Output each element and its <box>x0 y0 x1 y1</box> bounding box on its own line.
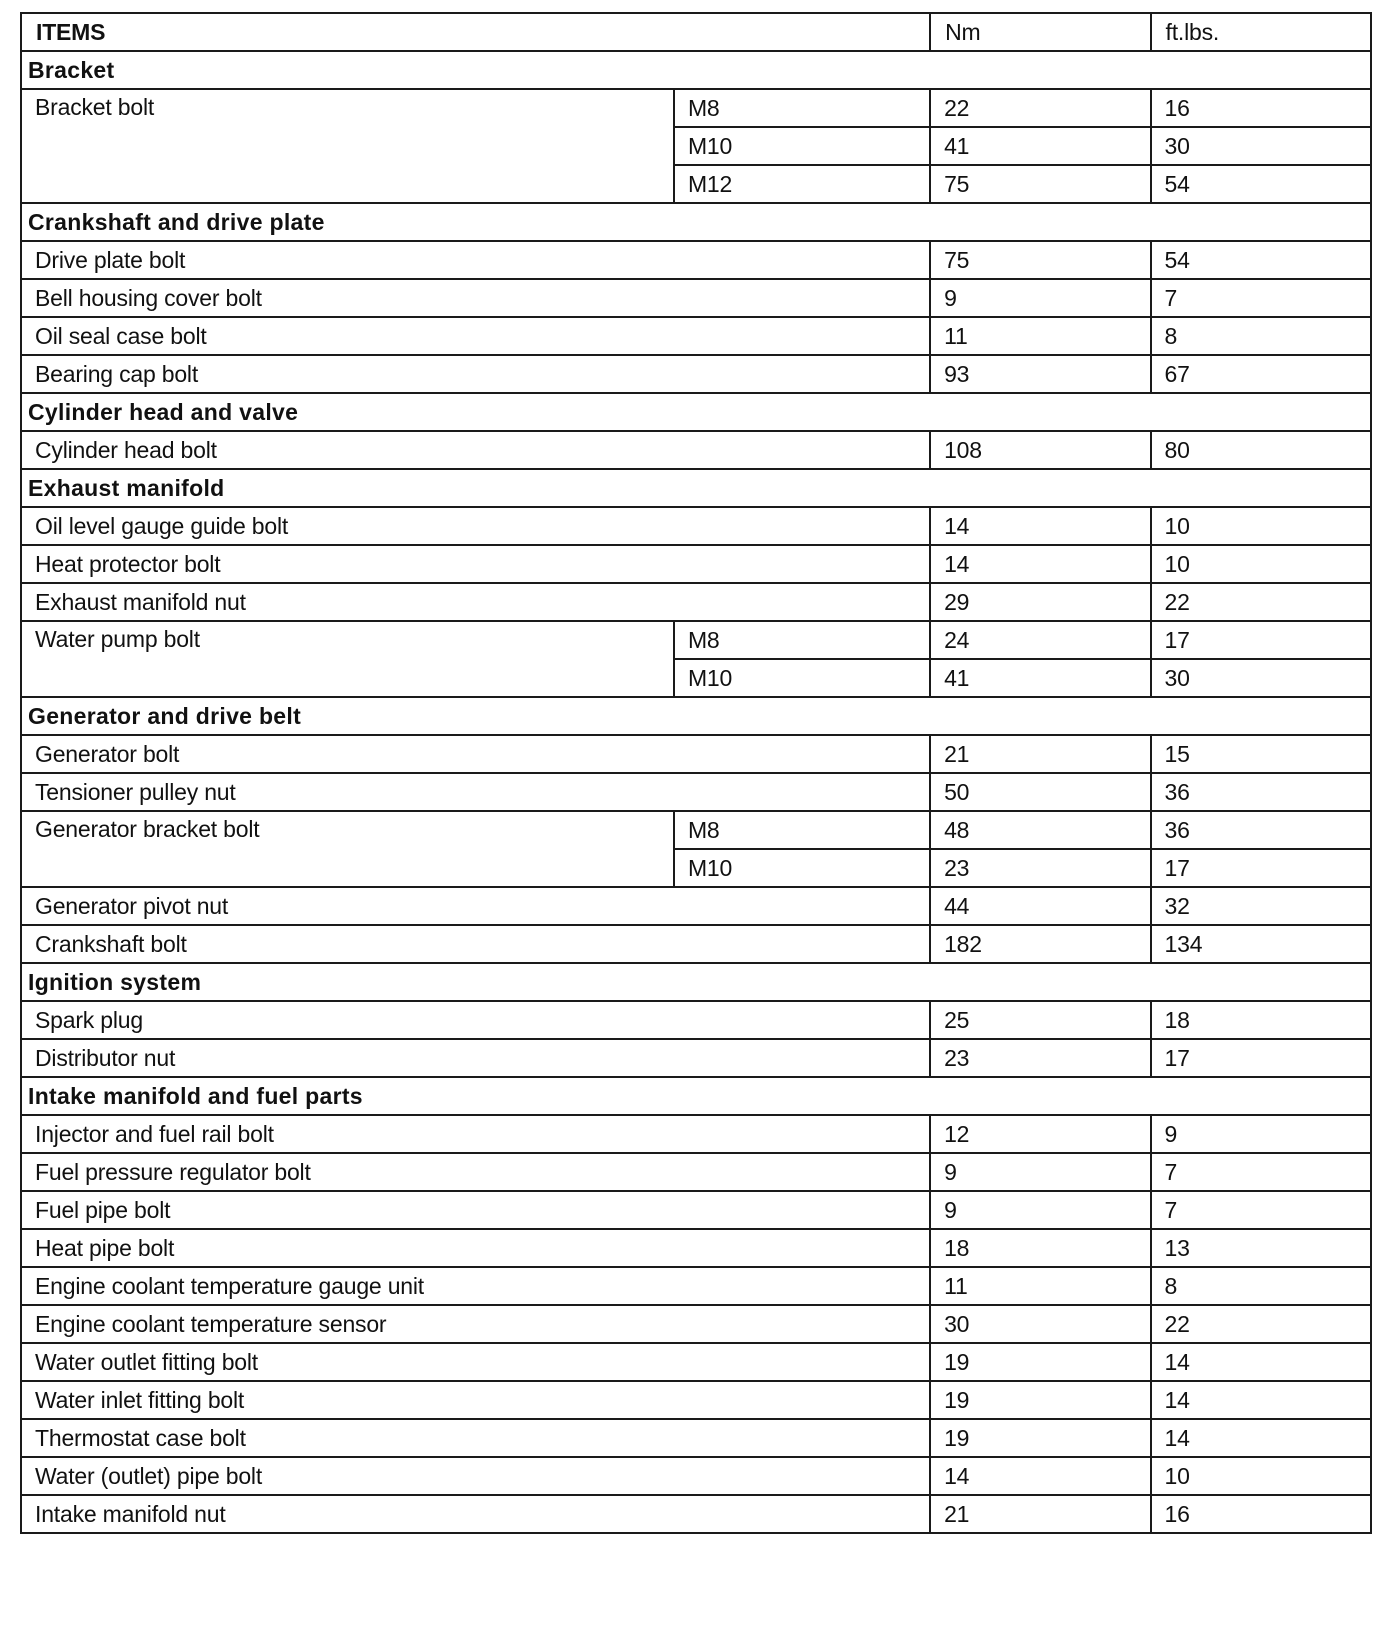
item-name: Heat pipe bolt <box>21 1229 930 1267</box>
torque-nm: 29 <box>930 583 1150 621</box>
table-row <box>21 241 1371 279</box>
table-row <box>21 89 1371 127</box>
table-row <box>21 1039 1371 1077</box>
torque-ftlbs: 36 <box>1151 811 1371 849</box>
bolt-size: M12 <box>674 165 930 203</box>
torque-ftlbs: 7 <box>1151 279 1371 317</box>
torque-ftlbs: 7 <box>1151 1153 1371 1191</box>
torque-nm: 9 <box>930 279 1150 317</box>
table-row <box>21 279 1371 317</box>
table-row <box>21 621 1371 659</box>
table-row <box>21 1495 1371 1533</box>
torque-nm: 21 <box>930 1495 1150 1533</box>
torque-specification-table <box>20 12 1372 1534</box>
torque-nm: 75 <box>930 241 1150 279</box>
table-row <box>21 1229 1371 1267</box>
torque-nm: 108 <box>930 431 1150 469</box>
torque-nm: 23 <box>930 849 1150 887</box>
torque-nm: 93 <box>930 355 1150 393</box>
item-name: Fuel pipe bolt <box>21 1191 930 1229</box>
section-title: Intake manifold and fuel parts <box>21 1077 1371 1115</box>
table-row <box>21 1267 1371 1305</box>
torque-ftlbs: 10 <box>1151 545 1371 583</box>
item-name: Cylinder head bolt <box>21 431 930 469</box>
bolt-size: M8 <box>674 89 930 127</box>
torque-ftlbs: 22 <box>1151 583 1371 621</box>
torque-ftlbs: 14 <box>1151 1343 1371 1381</box>
table-row <box>21 925 1371 963</box>
torque-ftlbs: 32 <box>1151 887 1371 925</box>
item-name: Intake manifold nut <box>21 1495 930 1533</box>
table-row <box>21 1001 1371 1039</box>
torque-nm: 18 <box>930 1229 1150 1267</box>
item-name: Water pump bolt <box>21 621 674 697</box>
table-row <box>21 583 1371 621</box>
table-row <box>21 1381 1371 1419</box>
table-row <box>21 1115 1371 1153</box>
torque-nm: 30 <box>930 1305 1150 1343</box>
table-body <box>21 13 1371 1533</box>
item-name: Crankshaft bolt <box>21 925 930 963</box>
item-name: Water inlet fitting bolt <box>21 1381 930 1419</box>
item-name: Generator bolt <box>21 735 930 773</box>
torque-nm: 9 <box>930 1191 1150 1229</box>
item-name: Distributor nut <box>21 1039 930 1077</box>
torque-nm: 44 <box>930 887 1150 925</box>
table-row <box>21 1191 1371 1229</box>
table-row <box>21 1457 1371 1495</box>
torque-nm: 19 <box>930 1381 1150 1419</box>
section-title: Ignition system <box>21 963 1371 1001</box>
torque-ftlbs: 17 <box>1151 849 1371 887</box>
section-row <box>21 963 1371 1001</box>
item-name: Injector and fuel rail bolt <box>21 1115 930 1153</box>
table-row <box>21 887 1371 925</box>
torque-ftlbs: 30 <box>1151 659 1371 697</box>
torque-nm: 75 <box>930 165 1150 203</box>
table-row <box>21 317 1371 355</box>
header-ftlbs: ft.lbs. <box>1151 13 1371 51</box>
table-row <box>21 507 1371 545</box>
torque-nm: 12 <box>930 1115 1150 1153</box>
torque-ftlbs: 16 <box>1151 1495 1371 1533</box>
torque-nm: 11 <box>930 317 1150 355</box>
torque-nm: 24 <box>930 621 1150 659</box>
torque-ftlbs: 36 <box>1151 773 1371 811</box>
section-title: Generator and drive belt <box>21 697 1371 735</box>
torque-ftlbs: 80 <box>1151 431 1371 469</box>
section-row <box>21 51 1371 89</box>
section-title: Crankshaft and drive plate <box>21 203 1371 241</box>
torque-ftlbs: 14 <box>1151 1419 1371 1457</box>
item-name: Drive plate bolt <box>21 241 930 279</box>
torque-nm: 19 <box>930 1343 1150 1381</box>
section-title: Exhaust manifold <box>21 469 1371 507</box>
section-title: Cylinder head and valve <box>21 393 1371 431</box>
torque-ftlbs: 7 <box>1151 1191 1371 1229</box>
torque-nm: 19 <box>930 1419 1150 1457</box>
item-name: Heat protector bolt <box>21 545 930 583</box>
torque-nm: 9 <box>930 1153 1150 1191</box>
item-name: Thermostat case bolt <box>21 1419 930 1457</box>
torque-nm: 14 <box>930 507 1150 545</box>
table-row <box>21 1305 1371 1343</box>
torque-nm: 14 <box>930 1457 1150 1495</box>
table-row <box>21 1343 1371 1381</box>
table-row <box>21 811 1371 849</box>
bolt-size: M10 <box>674 849 930 887</box>
torque-nm: 48 <box>930 811 1150 849</box>
table-row <box>21 735 1371 773</box>
item-name: Oil seal case bolt <box>21 317 930 355</box>
torque-nm: 50 <box>930 773 1150 811</box>
table-row <box>21 431 1371 469</box>
item-name: Bearing cap bolt <box>21 355 930 393</box>
header-nm: Nm <box>930 13 1150 51</box>
torque-ftlbs: 16 <box>1151 89 1371 127</box>
torque-ftlbs: 54 <box>1151 165 1371 203</box>
table-row <box>21 545 1371 583</box>
section-row <box>21 697 1371 735</box>
item-name: Engine coolant temperature gauge unit <box>21 1267 930 1305</box>
bolt-size: M8 <box>674 811 930 849</box>
section-title: Bracket <box>21 51 1371 89</box>
item-name: Exhaust manifold nut <box>21 583 930 621</box>
section-row <box>21 203 1371 241</box>
torque-nm: 25 <box>930 1001 1150 1039</box>
item-name: Tensioner pulley nut <box>21 773 930 811</box>
table-row <box>21 773 1371 811</box>
table-row <box>21 1153 1371 1191</box>
item-name: Water outlet fitting bolt <box>21 1343 930 1381</box>
torque-ftlbs: 18 <box>1151 1001 1371 1039</box>
bolt-size: M10 <box>674 659 930 697</box>
torque-nm: 22 <box>930 89 1150 127</box>
torque-ftlbs: 54 <box>1151 241 1371 279</box>
torque-ftlbs: 17 <box>1151 1039 1371 1077</box>
item-name: Engine coolant temperature sensor <box>21 1305 930 1343</box>
header-items: ITEMS <box>21 13 930 51</box>
bolt-size: M10 <box>674 127 930 165</box>
item-name: Generator bracket bolt <box>21 811 674 887</box>
torque-ftlbs: 67 <box>1151 355 1371 393</box>
item-name: Spark plug <box>21 1001 930 1039</box>
torque-nm: 41 <box>930 127 1150 165</box>
torque-nm: 14 <box>930 545 1150 583</box>
torque-nm: 11 <box>930 1267 1150 1305</box>
item-name: Bracket bolt <box>21 89 674 203</box>
table-header-row <box>21 13 1371 51</box>
item-name: Bell housing cover bolt <box>21 279 930 317</box>
torque-ftlbs: 9 <box>1151 1115 1371 1153</box>
bolt-size: M8 <box>674 621 930 659</box>
torque-nm: 23 <box>930 1039 1150 1077</box>
torque-ftlbs: 30 <box>1151 127 1371 165</box>
torque-ftlbs: 22 <box>1151 1305 1371 1343</box>
torque-ftlbs: 8 <box>1151 317 1371 355</box>
torque-ftlbs: 10 <box>1151 507 1371 545</box>
item-name: Generator pivot nut <box>21 887 930 925</box>
section-row <box>21 1077 1371 1115</box>
torque-ftlbs: 134 <box>1151 925 1371 963</box>
torque-ftlbs: 13 <box>1151 1229 1371 1267</box>
table-row <box>21 1419 1371 1457</box>
torque-nm: 182 <box>930 925 1150 963</box>
item-name: Water (outlet) pipe bolt <box>21 1457 930 1495</box>
torque-ftlbs: 8 <box>1151 1267 1371 1305</box>
item-name: Fuel pressure regulator bolt <box>21 1153 930 1191</box>
torque-ftlbs: 17 <box>1151 621 1371 659</box>
torque-ftlbs: 14 <box>1151 1381 1371 1419</box>
table-row <box>21 355 1371 393</box>
section-row <box>21 469 1371 507</box>
item-name: Oil level gauge guide bolt <box>21 507 930 545</box>
section-row <box>21 393 1371 431</box>
torque-nm: 41 <box>930 659 1150 697</box>
torque-ftlbs: 10 <box>1151 1457 1371 1495</box>
torque-nm: 21 <box>930 735 1150 773</box>
torque-ftlbs: 15 <box>1151 735 1371 773</box>
